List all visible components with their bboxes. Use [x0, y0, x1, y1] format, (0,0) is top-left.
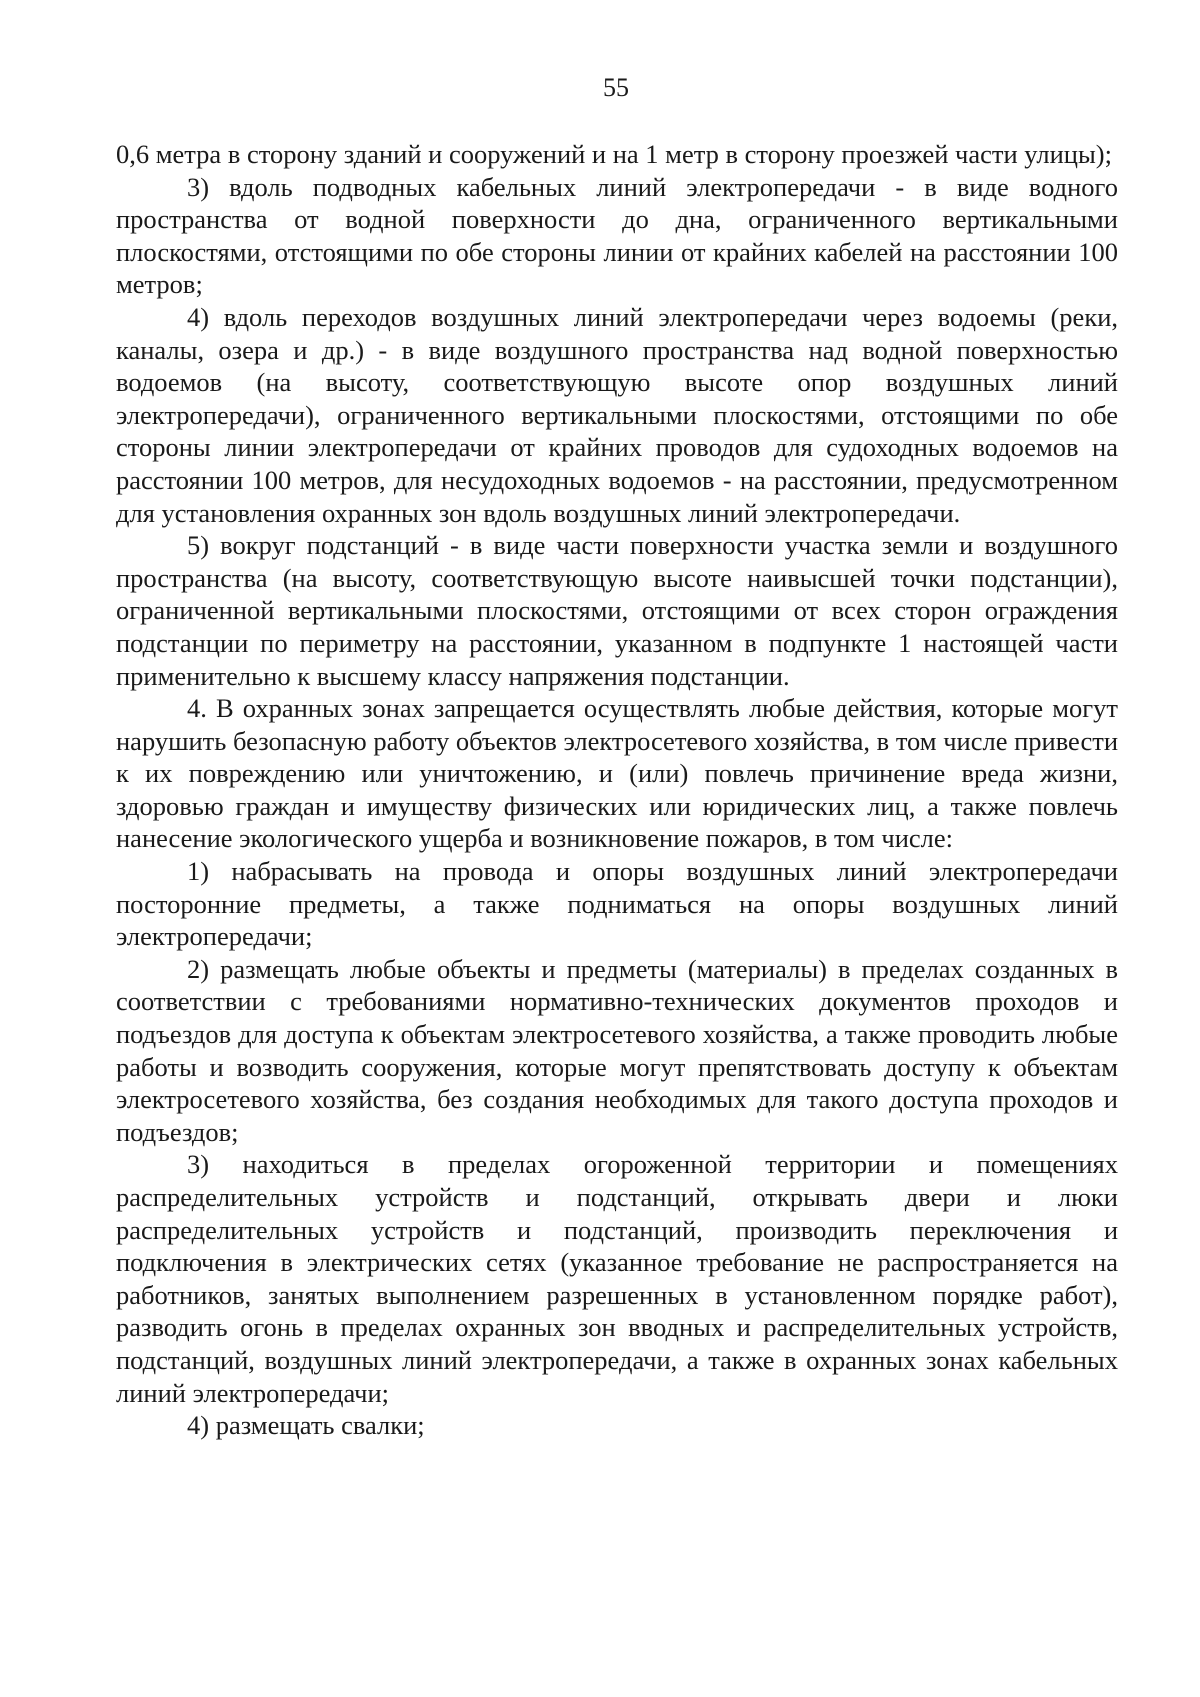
paragraph-prohibition-2: 2) размещать любые объекты и предметы (материалы) в пределах созданных в соответствии с требованиями нормативно-технических документов проходов и подъездов для доступа к объектам электросетевого хозяйства, а также проводить любые работы и возводить сооружения, которые могут препятствовать доступу к объектам электросетевого хозяйства, без создания необходимых для такого доступа проходов и подъездов;	[116, 953, 1118, 1147]
paragraph-item-5-substations: 5) вокруг подстанций - в виде части поверхности участка земли и воздушного пространства (на высоту, соответствующую высоте наивысшей точки подстанции), ограниченной вертикальными плоскостями, отстоящими от всех сторон ограждения подстанции по периметру на расстоянии, указанном в подпункте 1 настоящей части применительно к высшему классу напряжения подстанции.	[116, 530, 1118, 691]
paragraph-item-4-water-crossings: 4) вдоль переходов воздушных линий электропередачи через водоемы (реки, каналы, озера и др.) - в виде воздушного пространства над водной поверхностью водоемов (на высоту, соответствующую высоте опор воздушных линий электропередачи), ограниченного вертикальными плоскостями, отстоящими по обе стороны линии электропередачи от крайних проводов для судоходных водоемов на расстоянии 100 метров, для несудоходных водоемов - на расстоянии, предусмотренном для установления охранных зон вдоль воздушных линий электропередачи.	[116, 301, 1118, 528]
paragraph-continuation: 0,6 метра в сторону зданий и сооружений и на 1 метр в сторону проезжей части улицы);	[116, 139, 1112, 169]
paragraph-prohibition-1: 1) набрасывать на провода и опоры воздушных линий электропередачи посторонние предметы, а также подниматься на опоры воздушных линий электропередачи;	[116, 856, 1118, 952]
paragraph-item-3-underwater-lines: 3) вдоль подводных кабельных линий электропередачи - в виде водного пространства от водной поверхности до дна, ограниченного вертикальными плоскостями, отстоящими по обе стороны линии от крайних кабелей на расстоянии 100 метров;	[116, 171, 1118, 300]
page-number: 55	[603, 73, 629, 102]
document-body	[116, 138, 1118, 1442]
paragraph-prohibition-3: 3) находиться в пределах огороженной территории и помещениях распределительных устройств и подстанций, открывать двери и люки распределительных устройств и подстанций, производить переключения и подключения в электрических сетях (указанное требование не распространяется на работников, занятых выполнением разрешенных в установленном порядке работ), разводить огонь в пределах охранных зон вводных и распределительных устройств, подстанций, воздушных линий электропередачи, а также в охранных зонах кабельных линий электропередачи;	[116, 1149, 1118, 1408]
paragraph-prohibition-4: 4) размещать свалки;	[187, 1410, 425, 1441]
paragraph-section-4-prohibitions: 4. В охранных зонах запрещается осуществлять любые действия, которые могут нарушить безопасную работу объектов электросетевого хозяйства, в том числе привести к их повреждению или уничтожению, и (или) повлечь причинение вреда жизни, здоровью граждан и имуществу физических или юридических лиц, а также повлечь нанесение экологического ущерба и возникновение пожаров, в том числе:	[116, 693, 1118, 854]
